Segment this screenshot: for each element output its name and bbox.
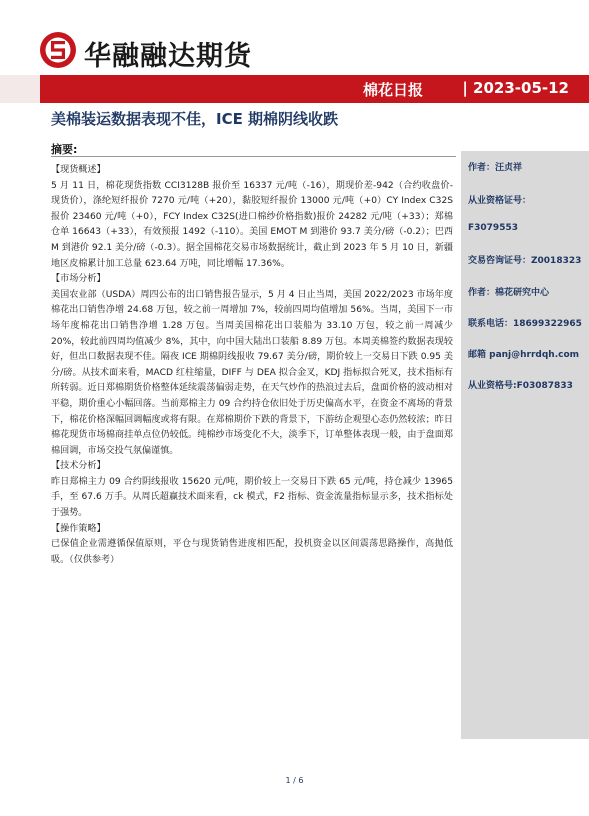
company-logo-icon: [38, 30, 78, 70]
cert-label: 从业资格证号：: [468, 196, 532, 206]
section-body-market: 美国农业部（USDA）周四公布的出口销售报告显示，5 月 4 日止当周，美国 2022/2023 市场年度棉花出口销售净增 24.68 万包，较之前一周增加 7%，较前四周均值增加 56%。当周，美国下一市场年度棉花出口销售净增 1.28 万包。当周美国棉花出口装船为 33.10 万包，较之前一周减少 20%，较此前四周均值减少 8%，其中，向中国大陆出口装船 8.89 万包。本周美棉签约数据表现较好，但出口数据表现不佳。隔夜 ICE 期棉阴线报收 79.67 美分/磅，期价较上一交易日下跌 0.95 美分/磅。从技术面来看，MACD 红柱缩量，DIFF 与 DEA 拟合金叉，KDJ 指标拟合死叉，技术指标有所转弱。近日郑棉期货价格整体延续震荡偏弱走势，在天气炒作的热浪过去后，盘面价格的波动相对平稳，期价重心小幅回落。当前郑棉主力 09 合约持仓依旧处于历史偏高水平，在资金不离场的背景下，棉花价格深幅回调幅度或将有限。在郑棉期价下跌的背景下，下游纺企观望心态仍然较浓；昨日棉花现货市场棉商挂单点位仍较低。纯棉纱市场变化不大，淡季下，订单整体表现一般，由于盘面郑棉回调，市场交投气氛偏谨慎。: [51, 289, 453, 456]
abstract-divider: [51, 156, 456, 157]
consult-cert: 交易咨询证号：Z0018323: [468, 256, 582, 266]
report-headline: 美棉装运数据表现不佳，ICE 期棉阴线收跌: [51, 110, 339, 128]
contact-email[interactable]: 邮箱 panj@hrrdqh.com: [468, 350, 580, 360]
report-type: 棉花日报: [362, 81, 423, 99]
cert-number: F3079553: [468, 223, 518, 233]
cert-number-2: 从业资格号:F03087833: [468, 381, 573, 391]
page-number: 1 / 6: [285, 776, 304, 785]
report-date: | 2023-05-12: [462, 79, 569, 97]
author-name: 作者：汪贞祥: [468, 163, 523, 173]
company-name: 华融融达期货: [84, 41, 252, 72]
contact-phone: 联系电话：18699322965: [468, 319, 582, 329]
section-body-technical: 昨日郑棉主力 09 合约阴线报收 15620 元/吨，期价较上一交易日下跌 65 元/吨，持仓减少 13965 手，至 67.6 万手。从周氏超赢技术面来看，ck 模式，F2 指标、资金流量指标显示多，技术指标处于强势。: [51, 476, 453, 519]
section-title-market: 【市场分析】: [51, 274, 106, 285]
author-sidebar: [461, 151, 589, 739]
section-body-strategy: 已保值企业需遵循保值原则，平仓与现货销售进度相匹配，投机资金以区间震荡思路操作，高抛低吸。（仅供参考）: [51, 539, 453, 565]
section-title-strategy: 【操作策略】: [51, 523, 106, 534]
report-body: [51, 163, 453, 568]
abstract-label: 摘要:: [51, 143, 78, 156]
section-title-technical: 【技术分析】: [51, 461, 106, 472]
section-body-spot: 5 月 11 日，棉花现货指数 CCI3128B 报价至 16337 元/吨（-16），期现价差-942（合约收盘价-现货价），涤纶短纤报价 7270 元/吨（+20），黏胶短纤报价 13000 元/吨（+0）CY Index C32S 报价 23460 元/吨（+0），FCY Index C32S(进口棉纱价格指数)报价 24282 元/吨（+33）；郑棉仓单 16643（+33），有效预报 1492（-110）。美国 EMOT M 到港价 93.7 美分/磅（-0.2）；巴西 M 到港价 92.1 美分/磅（-0.3）。据全国棉花交易市场数据统计，截止到 2023 年 5 月 10 日，新疆地区皮棉累计加工总量 623.64 万吨，同比增幅 17.36%。: [51, 180, 453, 269]
author-team: 作者：棉花研究中心: [468, 288, 550, 298]
header-banner-accent: [0, 75, 40, 103]
section-title-spot: 【现货概述】: [51, 165, 106, 175]
